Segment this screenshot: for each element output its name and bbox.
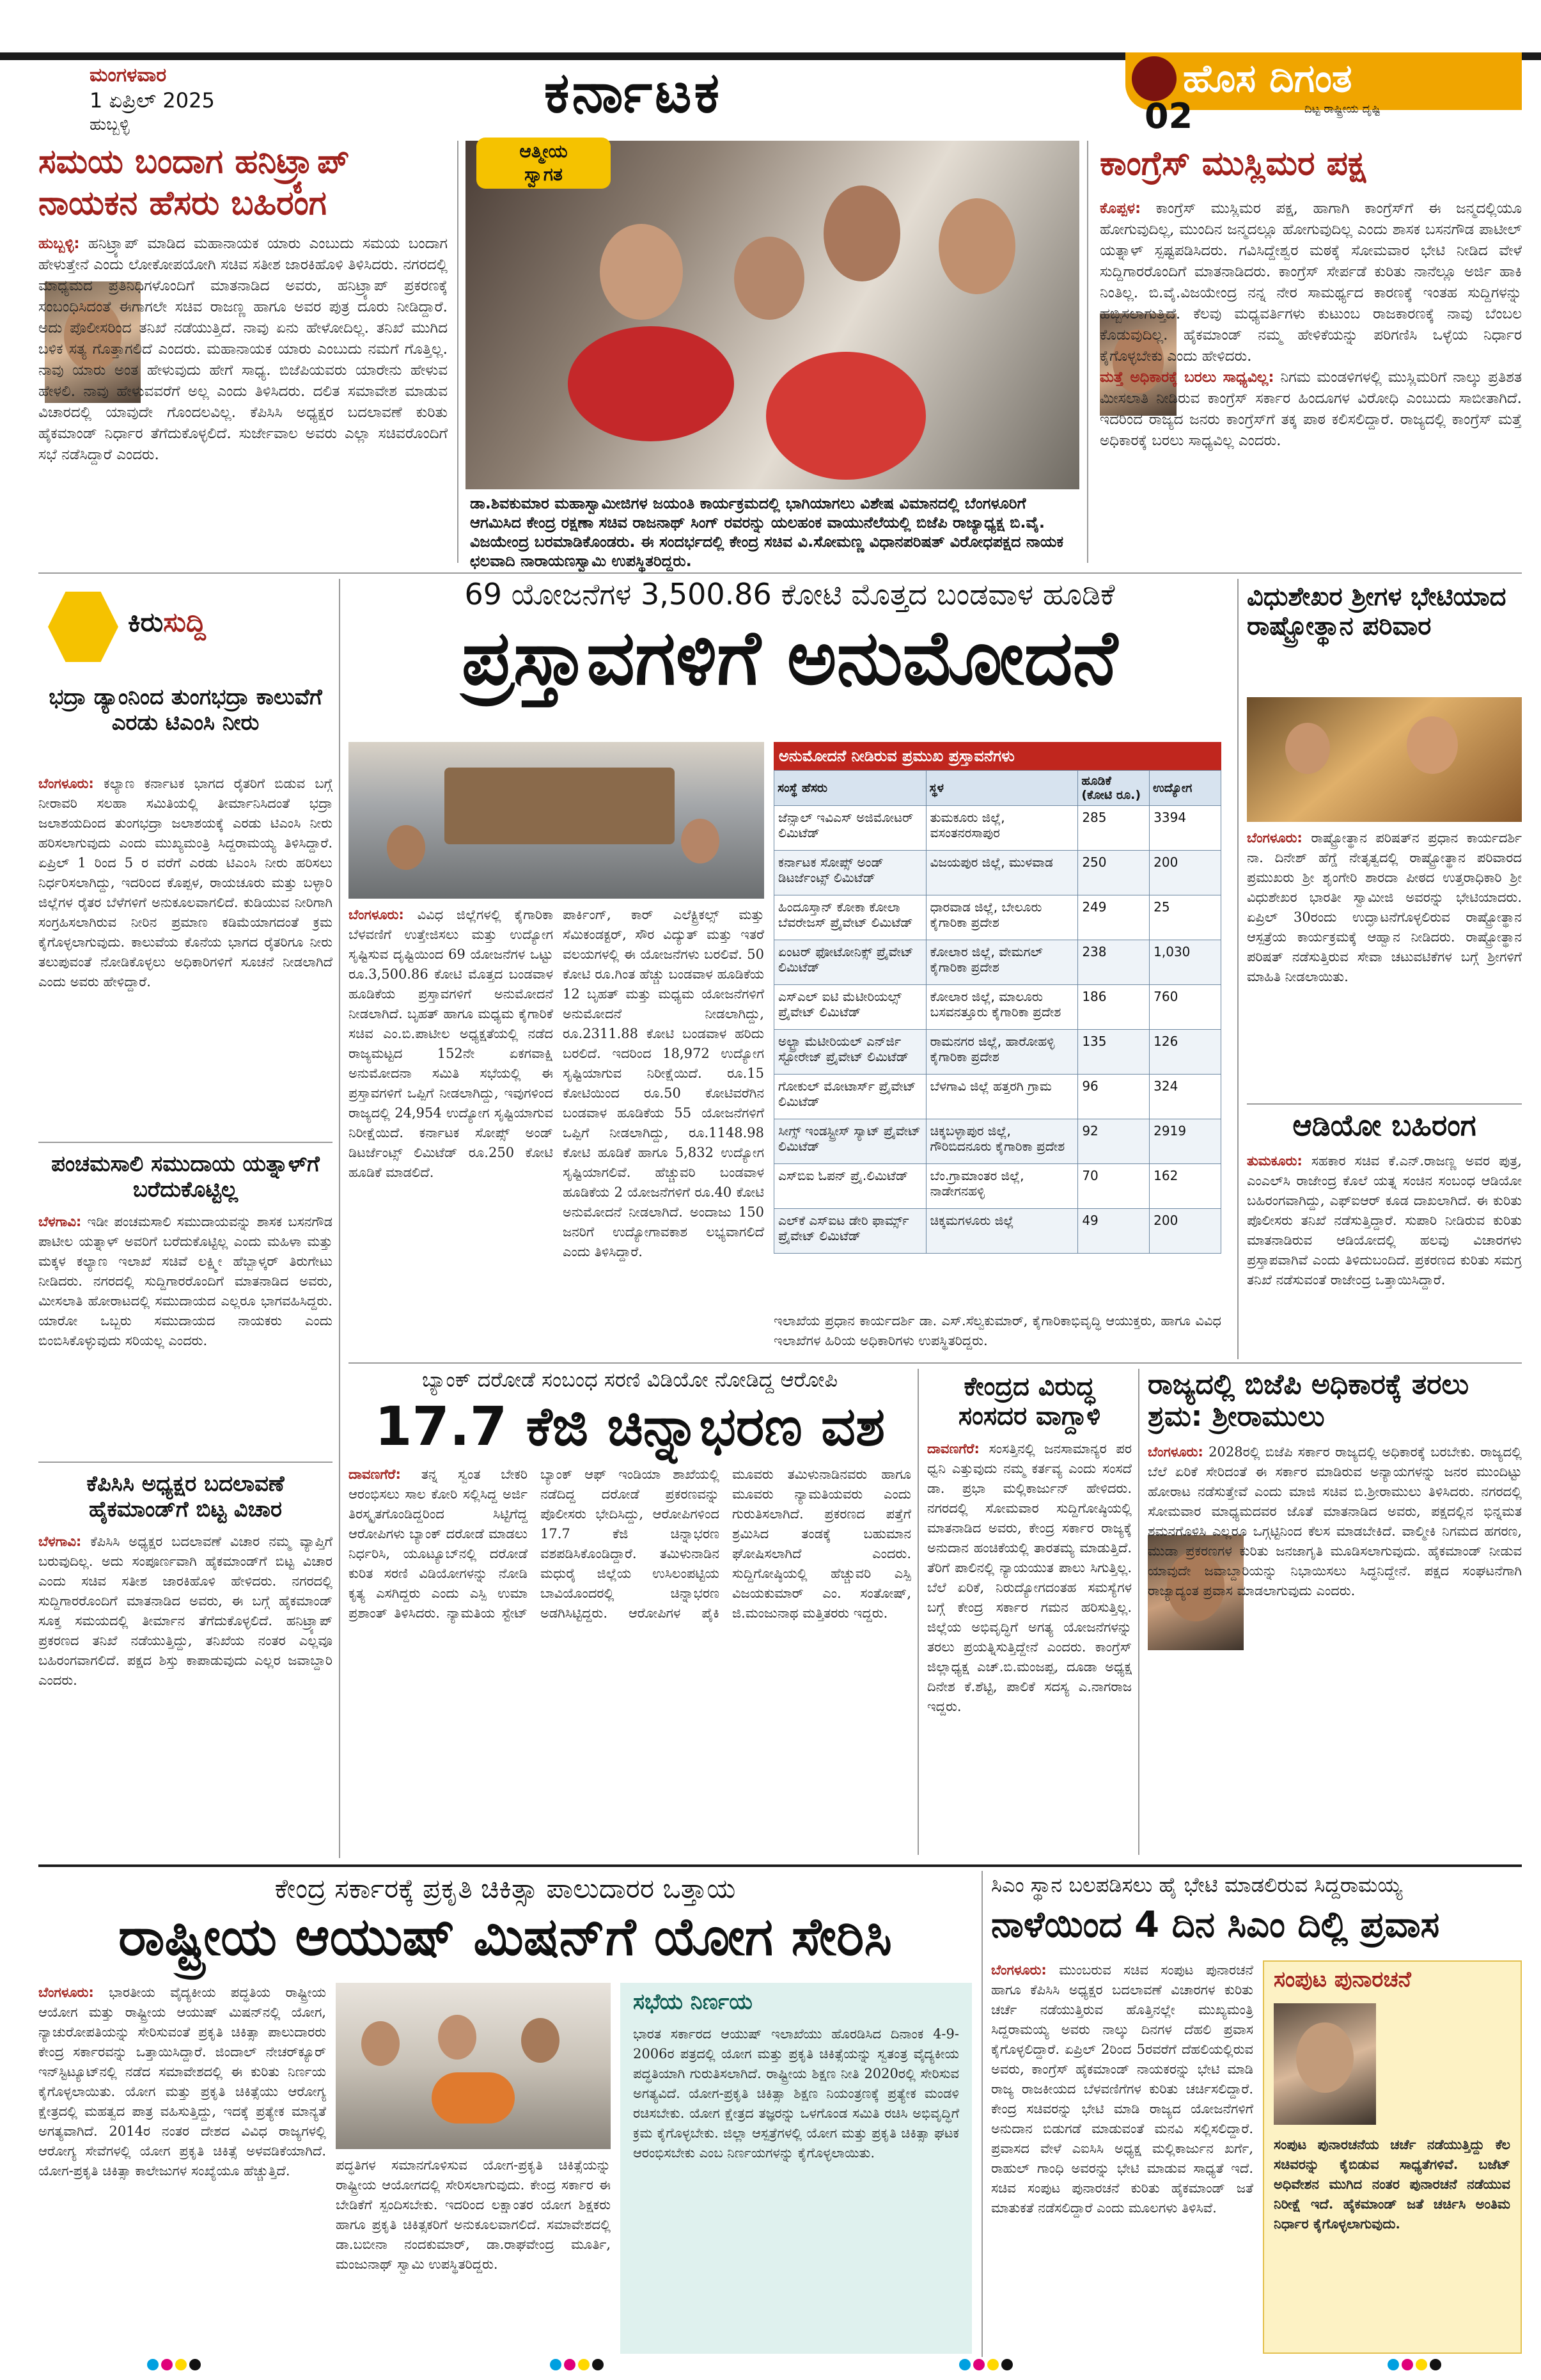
kirusuddi-label-1: ಕಿರು bbox=[128, 606, 164, 638]
table-cell: 96 bbox=[1078, 1075, 1150, 1119]
gold-dateline: ದಾವಣಗೆರೆ: bbox=[348, 1467, 401, 1482]
table-cell: 285 bbox=[1078, 806, 1150, 851]
table-cell: 25 bbox=[1150, 895, 1221, 940]
cabinet-box bbox=[1263, 1960, 1522, 2354]
cabinet-body: ಸಂಪುಟ ಪುನಾರಚನೆಯ ಚರ್ಚೆ ನಡೆಯುತ್ತಿದ್ದು ಕೆಲ ಸಚಿವರನ್ನು ಕೈಬಿಡುವ ಸಾಧ್ಯತೆಗಳಿವೆ. ಬಜೆಟ್ ಅಧಿವೇಶನ ಮುಗಿದ ನಂತರ ಪುನಾರಚನೆ ನಡೆಯುವ ನಿರೀಕ್ಷೆ ಇದೆ. ಹೈಕಮಾಂಡ್ ಜತೆ ಚರ್ಚಿಸಿ ಅಂತಿಮ ನಿರ್ಧಾರ ಕೈಗೊಳ್ಳಲಾಗುವುದು. bbox=[1274, 2136, 1510, 2232]
page-number: 02 bbox=[1145, 96, 1193, 136]
cm-headline: ನಾಳೆಯಿಂದ 4 ದಿನ ಸಿಎಂ ದಿಲ್ಲಿ ಪ್ರವಾಸ bbox=[991, 1904, 1440, 1946]
table-cell: ರಾಮನಗರ ಜಿಲ್ಲೆ, ಹಾರೋಹಳ್ಳಿ ಕೈಗಾರಿಕಾ ಪ್ರದೇಶ bbox=[926, 1030, 1078, 1075]
table-cell: 186 bbox=[1078, 985, 1150, 1030]
lead-body-tail: ಇಲಾಖೆಯ ಪ್ರಧಾನ ಕಾರ್ಯದರ್ಶಿ ಡಾ. ಎಸ್.ಸೆಲ್ವಕುಮಾರ್, ಕೈಗಾರಿಕಾಭಿವೃದ್ಧಿ ಆಯುಕ್ತರು, ಹಾಗೂ ವಿವಿಧ ಇಲಾಖೆಗಳ ಹಿರಿಯ ಅಧಿಕಾರಿಗಳು ಉಪಸ್ಥಿತರಿದ್ದರು. bbox=[774, 1313, 1221, 1348]
lead-dateline: ಬೆಂಗಳೂರು: bbox=[348, 907, 404, 922]
table-row bbox=[774, 895, 1221, 940]
kpcc-body bbox=[38, 1532, 332, 1852]
brief-divider bbox=[1247, 1103, 1522, 1105]
resolution-body: ಭಾರತ ಸರ್ಕಾರದ ಆಯುಷ್ ಇಲಾಖೆಯು ಹೊರಡಿಸಿದ ದಿನಾಂಕ 4-9-2006ರ ಪತ್ರದಲ್ಲಿ ಯೋಗ ಮತ್ತು ಪ್ರಕೃತಿ ಚಿಕಿತ್ಸೆಯನ್ನು ಸ್ವತಂತ್ರ ವೈದ್ಯಕೀಯ ಪದ್ಧತಿಯಾಗಿ ಗುರುತಿಸಲಾಗಿದೆ. ರಾಷ್ಟ್ರೀಯ ಶಿಕ್ಷಣ ನೀತಿ 2020ರಲ್ಲಿ ಸೇರಿಸುವ ಅಗತ್ಯವಿದೆ. ಯೋಗ-ಪ್ರಕೃತಿ ಚಿಕಿತ್ಸಾ ಶಿಕ್ಷಣ ನಿಯಂತ್ರಣಕ್ಕೆ ಪ್ರತ್ಯೇಕ ಮಂಡಳಿ ರಚಿಸಬೇಕು. ಯೋಗ ಕ್ಷೇತ್ರದ ತಜ್ಞರನ್ನು ಒಳಗೊಂಡ ಸಮಿತಿ ರಚಿಸಿ ಅಭಿವೃದ್ಧಿಗೆ ಕ್ರಮ ಕೈಗೊಳ್ಳಬೇಕು. ಜಿಲ್ಲಾ ಆಸ್ಪತ್ರೆಗಳಲ್ಲಿ ಯೋಗ ಮತ್ತು ಪ್ರಕೃತಿ ಚಿಕಿತ್ಸಾ ಘಟಕ ಆರಂಭಿಸಬೇಕು ಎಂಬ ನಿರ್ಣಯಗಳನ್ನು ಕೈಗೊಳ್ಳಲಾಯಿತು. bbox=[633, 2026, 959, 2161]
congress-text-2: ನಿಗಮ ಮಂಡಳಿಗಳಲ್ಲಿ ಮುಸ್ಲಿಮರಿಗೆ ನಾಲ್ಕು ಪ್ರತಿಶತ ಮೀಸಲಾತಿ ನೀಡಿರುವ ಕಾಂಗ್ರೆಸ್ ಸರ್ಕಾರ ಹಿಂದೂಗಳ ವಿರೋಧಿ ಎಂಬುದು ಸಾಬೀತಾಗಿದೆ. ಇದರಿಂದ ರಾಜ್ಯದ ಜನರು ಕಾಂಗ್ರೆಸ್‌ಗೆ ತಕ್ಕ ಪಾಠ ಕಲಿಸಲಿದ್ದಾರೆ. ರಾಜ್ಯದಲ್ಲಿ ಕಾಂಗ್ರೆಸ್ ಮತ್ತೆ ಅಧಿಕಾರಕ್ಕೆ ಬರಲು ಸಾಧ್ಯವಿಲ್ಲ ಎಂದರು. bbox=[1100, 369, 1522, 449]
column-divider bbox=[1138, 1369, 1139, 1855]
sriramulu-dateline: ಬೆಂಗಳೂರು: bbox=[1148, 1444, 1203, 1460]
mps-headline: ಕೇಂದ್ರದ ವಿರುದ್ಧ ಸಂಸದರ ವಾಗ್ದಾಳಿ bbox=[958, 1372, 1101, 1431]
table-header-row bbox=[774, 771, 1221, 806]
table-cell: 3394 bbox=[1150, 806, 1221, 851]
cm-dateline: ಬೆಂಗಳೂರು: bbox=[991, 1962, 1047, 1978]
table-cell: 238 bbox=[1078, 940, 1150, 985]
congress-headline: ಕಾಂಗ್ರೆಸ್ ಮುಸ್ಲಿಮರ ಪಕ್ಷ bbox=[1100, 145, 1366, 183]
column-divider bbox=[1237, 579, 1239, 1359]
table-row bbox=[774, 1075, 1221, 1119]
table-cell: 249 bbox=[1078, 895, 1150, 940]
cm-text: ಮುಂಬರುವ ಸಚಿವ ಸಂಪುಟ ಪುನಾರಚನೆ ಹಾಗೂ ಕೆಪಿಸಿಸಿ ಅಧ್ಯಕ್ಷರ ಬದಲಾವಣೆ ವಿಚಾರಗಳ ಕುರಿತು ಚರ್ಚೆ ನಡೆಯುತ್ತಿರುವ ಹೊತ್ತಿನಲ್ಲೇ ಮುಖ್ಯಮಂತ್ರಿ ಸಿದ್ದರಾಮಯ್ಯ ಅವರು ನಾಲ್ಕು ದಿನಗಳ ದೆಹಲಿ ಪ್ರವಾಸ ಕೈಗೊಳ್ಳಲಿದ್ದಾರೆ. ಏಪ್ರಿಲ್ 2ರಿಂದ 5ರವರೆಗೆ ದೆಹಲಿಯಲ್ಲಿರುವ ಅವರು, ಕಾಂಗ್ರೆಸ್ ಹೈಕಮಾಂಡ್ ನಾಯಕರನ್ನು ಭೇಟಿ ಮಾಡಿ ರಾಜ್ಯ ರಾಜಕೀಯದ ಬೆಳವಣಿಗೆಗಳ ಕುರಿತು ಚರ್ಚಿಸಲಿದ್ದಾರೆ. ಕೇಂದ್ರ ಸಚಿವರನ್ನು ಭೇಟಿ ಮಾಡಿ ರಾಜ್ಯದ ಯೋಜನೆಗಳಿಗೆ ಅನುದಾನ ಬಿಡುಗಡೆ ಮಾಡುವಂತೆ ಮನವಿ ಸಲ್ಲಿಸಲಿದ್ದಾರೆ. ಪ್ರವಾಸದ ವೇಳೆ ಎಐಸಿಸಿ ಅಧ್ಯಕ್ಷ ಮಲ್ಲಿಕಾರ್ಜುನ ಖರ್ಗೆ, ರಾಹುಲ್ ಗಾಂಧಿ ಅವರನ್ನು ಭೇಟಿ ಮಾಡುವ ಸಾಧ್ಯತೆ ಇದೆ. ಸಚಿವ ಸಂಪುಟ ಪುನಾರಚನೆ ಕುರಿತು ಹೈಕಮಾಂಡ್ ಜತೆ ಮಾತುಕತೆ ನಡೆಸಲಿದ್ದಾರೆ ಎಂದು ಮೂಲಗಳು ತಿಳಿಸಿವೆ. bbox=[991, 1962, 1253, 2216]
honeytrap-headline-line-1: ಸಮಯ ಬಂದಾಗ ಹನಿಟ್ರ್ಯಾಪ್ bbox=[38, 143, 350, 181]
masthead-city: ಹುಬ್ಬಳ್ಳಿ bbox=[90, 115, 130, 134]
ayush-photo bbox=[336, 1983, 611, 2149]
table-cell: 324 bbox=[1150, 1075, 1221, 1119]
honeytrap-text: ಹನಿಟ್ರ್ಯಾಪ್ ಮಾಡಿದ ಮಹಾನಾಯಕ ಯಾರು ಎಂಬುದು ಸಮಯ ಬಂದಾಗ ಹೇಳುತ್ತೇನೆ ಎಂದು ಲೋಕೋಪಯೋಗಿ ಸಚಿವ ಸತೀಶ ಜಾರಕಿಹೊಳಿ ತಿಳಿಸಿದರು. ನಗರದಲ್ಲಿ ಮಾಧ್ಯಮದ ಪ್ರತಿನಿಧಿಗಳೊಂದಿಗೆ ಮಾತನಾಡಿದ ಅವರು, ಹನಿಟ್ರ್ಯಾಪ್ ಪ್ರಕರಣಕ್ಕೆ ಸಂಬಂಧಿಸಿದಂತೆ ಈಗಾಗಲೇ ಸಚಿವ ರಾಜಣ್ಣ ಹಾಗೂ ಅವರ ಪುತ್ರ ದೂರು ನೀಡಿದ್ದಾರೆ. ಅದು ಪೊಲೀಸರಿಂದ ತನಿಖೆ ನಡೆಯುತ್ತಿದೆ. ನಾವು ಏನು ಹೇಳೋದಿಲ್ಲ. ತನಿಖೆ ಮುಗಿದ ಬಳಿಕ ಸತ್ಯ ಗೊತ್ತಾಗಲಿದೆ ಎಂದರು. ಮಹಾನಾಯಕ ಯಾರು ಎಂಬುದು ನಮಗೆ ಗೊತ್ತಿಲ್ಲ. ನಾವು ಯಾರು ಅಂತ ಹೇಳುವುದು ಹೇಗೆ ಸಾಧ್ಯ. ಬಿಜೆಪಿಯವರು ಯಾರೇನು ಹೇಳುವ ಹೇಳಲಿ. ನಾವು ಹೇಳುವವರೆಗೆ ಅಲ್ಲ ಎಂದು ತಿಳಿಸಿದರು. ದಲಿತ ಸಮಾವೇಶ ಮಾಡುವ ವಿಚಾರದಲ್ಲಿ ಯಾವುದೇ ಗೊಂದಲವಿಲ್ಲ. ಕೆಪಿಸಿಸಿ ಅಧ್ಯಕ್ಷರ ಬದಲಾವಣೆ ಕುರಿತು ಹೈಕಮಾಂಡ್ ನಿರ್ಧಾರ ತೆಗೆದುಕೊಳ್ಳಲಿದೆ. ಸುರ್ಜೇವಾಲ ಅವರು ಎಲ್ಲಾ ಸಚಿವರೊಂದಿಗೆ ಸಭೆ ನಡೆಸಿದ್ದಾರೆ ಎಂದರು. bbox=[38, 235, 448, 463]
bhadra-body bbox=[38, 774, 332, 1132]
table-cell: 162 bbox=[1150, 1164, 1221, 1209]
table-row bbox=[774, 985, 1221, 1030]
panchamasali-text: ಇಡೀ ಪಂಚಮಸಾಲಿ ಸಮುದಾಯವನ್ನು ಶಾಸಕ ಬಸನಗೌಡ ಪಾಟೀಲ ಯತ್ನಾಳ್ ಅವರಿಗೆ ಬರೆದುಕೊಟ್ಟಿಲ್ಲ ಎಂದು ಮಹಿಳಾ ಮತ್ತು ಮಕ್ಕಳ ಕಲ್ಯಾಣ ಇಲಾಖೆ ಸಚಿವೆ ಲಕ್ಷ್ಮೀ ಹೆಬ್ಬಾಳ್ಕರ್ ತಿರುಗೇಟು ನೀಡಿದರು. ನಗರದಲ್ಲಿ ಸುದ್ದಿಗಾರರೊಂದಿಗೆ ಮಾತನಾಡಿದ ಅವರು, ಮೀಸಲಾತಿ ಹೋರಾಟದಲ್ಲಿ ಸಮುದಾಯದ ಎಲ್ಲರೂ ಭಾಗವಹಿಸಿದ್ದರು. ಯಾರೋ ಒಬ್ಬರು ಸಮುದಾಯದ ನಾಯಕರು ಎಂದು ಬಿಂಬಿಸಿಕೊಳ್ಳುವುದು ಸರಿಯಲ್ಲ ಎಂದರು. bbox=[38, 1214, 332, 1348]
gold-headline: 17.7 ಕೆಜಿ ಚಿನ್ನಾಭರಣ ವಶ bbox=[374, 1395, 886, 1458]
sriramulu-body bbox=[1148, 1442, 1522, 1852]
lead-text-1: ವಿವಿಧ ಜಿಲ್ಲೆಗಳಲ್ಲಿ ಕೈಗಾರಿಕಾ ಬೆಳವಣಿಗೆ ಉತ್ತೇಜಿಸಲು ಮತ್ತು ಉದ್ಯೋಗ ಸೃಷ್ಟಿಸುವ ದೃಷ್ಟಿಯಿಂದ 69 ಯೋಜನೆಗಳ ಒಟ್ಟು ರೂ.3,500.86 ಕೋಟಿ ಮೊತ್ತದ ಬಂಡವಾಳ ಹೂಡಿಕೆಯ ಪ್ರಸ್ತಾವಗಳಿಗೆ ಅನುಮೋದನೆ ನೀಡಲಾಗಿದೆ. ಬೃಹತ್ ಹಾಗೂ ಮಧ್ಯಮ ಕೈಗಾರಿಕೆ ಸಚಿವ ಎಂ.ಬಿ.ಪಾಟೀಲ ಅಧ್ಯಕ್ಷತೆಯಲ್ಲಿ ನಡೆದ ರಾಜ್ಯಮಟ್ಟದ 152ನೇ ಏಕಗವಾಕ್ಷಿ ಅನುಮೋದನಾ ಸಮಿತಿ ಸಭೆಯಲ್ಲಿ ಈ ಪ್ರಸ್ತಾವಗಳಿಗೆ ಒಪ್ಪಿಗೆ ನೀಡಲಾಗಿದ್ದು, ಇವುಗಳಿಂದ ರಾಜ್ಯದಲ್ಲಿ 24,954 ಉದ್ಯೋಗ ಸೃಷ್ಟಿಯಾಗುವ ನಿರೀಕ್ಷೆಯಿದೆ. ಕರ್ನಾಟಕ ಸೋಪ್ಸ್ ಅಂಡ್ ಡಿಟರ್ಜೆಂಟ್ಸ್ ಲಿಮಿಟೆಡ್ ರೂ.250 ಕೋಟಿ ಹೂಡಿಕೆ ಮಾಡಲಿದೆ. bbox=[348, 907, 553, 1180]
table-header-cell: ಸ್ಥಳ bbox=[926, 771, 1078, 806]
cm-kicker: ಸಿಎಂ ಸ್ಥಾನ ಬಲಪಡಿಸಲು ಹೈ ಭೇಟಿ ಮಾಡಲಿರುವ ಸಿದ್ದರಾಮಯ್ಯ bbox=[991, 1873, 1403, 1897]
kpcc-text: ಕೆಪಿಸಿಸಿ ಅಧ್ಯಕ್ಷರ ಬದಲಾವಣೆ ವಿಚಾರ ನಮ್ಮ ವ್ಯಾಪ್ತಿಗೆ ಬರುವುದಿಲ್ಲ. ಅದು ಸಂಪೂರ್ಣವಾಗಿ ಹೈಕಮಾಂಡ್‌ಗೆ ಬಿಟ್ಟ ವಿಚಾರ ಎಂದು ಸಚಿವ ಸತೀಶ ಜಾರಕಿಹೊಳಿ ಹೇಳಿದರು. ನಗರದಲ್ಲಿ ಸುದ್ದಿಗಾರರೊಂದಿಗೆ ಮಾತನಾಡಿದ ಅವರು, ಈ ಬಗ್ಗೆ ಹೈಕಮಾಂಡ್ ಸೂಕ್ತ ಸಮಯದಲ್ಲಿ ತೀರ್ಮಾನ ತೆಗೆದುಕೊಳ್ಳಲಿದೆ. ಹನಿಟ್ರ್ಯಾಪ್ ಪ್ರಕರಣದ ತನಿಖೆ ನಡೆಯುತ್ತಿದ್ದು, ತನಿಖೆಯ ನಂತರ ಎಲ್ಲವೂ ಬಹಿರಂಗವಾಗಲಿದೆ. ಪಕ್ಷದ ಶಿಸ್ತು ಕಾಪಾಡುವುದು ಎಲ್ಲರ ಜವಾಬ್ದಾರಿ ಎಂದರು. bbox=[38, 1534, 332, 1688]
ayush-headline: ರಾಷ್ಟ್ರೀಯ ಆಯುಷ್ ಮಿಷನ್‌ಗೆ ಯೋಗ ಸೇರಿಸಿ bbox=[118, 1907, 892, 1967]
table-row bbox=[774, 851, 1221, 895]
rajnath-tag bbox=[476, 138, 611, 189]
gold-text: ತನ್ನ ಸ್ವಂತ ಬೇಕರಿ ಆರಂಭಿಸಲು ಸಾಲ ಕೋರಿ ಸಲ್ಲಿಸಿದ್ದ ಅರ್ಜಿ ತಿರಸ್ಕೃತಗೊಂಡಿದ್ದರಿಂದ ಸಿಟ್ಟಿಗೆದ್ದ ಆರೋಪಿಗಳು ಬ್ಯಾಂಕ್ ದರೋಡೆ ಮಾಡಲು ನಿರ್ಧರಿಸಿ, ಯೂಟ್ಯೂಬ್‌ನಲ್ಲಿ ದರೋಡೆ ಕುರಿತ ಸರಣಿ ವಿಡಿಯೋಗಳನ್ನು ನೋಡಿ ಕೃತ್ಯ ಎಸಗಿದ್ದರು ಎಂದು ಎಸ್ಪಿ ಉಮಾ ಪ್ರಶಾಂತ್ ತಿಳಿಸಿದರು. ನ್ಯಾಮತಿಯ ಸ್ಟೇಟ್ ಬ್ಯಾಂಕ್ ಆಫ್ ಇಂಡಿಯಾ ಶಾಖೆಯಲ್ಲಿ ನಡೆದಿದ್ದ ದರೋಡೆ ಪ್ರಕರಣವನ್ನು ಪೊಲೀಸರು ಭೇದಿಸಿದ್ದು, ಆರೋಪಿಗಳಿಂದ 17.7 ಕೆಜಿ ಚಿನ್ನಾಭರಣ ವಶಪಡಿಸಿಕೊಂಡಿದ್ದಾರೆ. ತಮಿಳುನಾಡಿನ ಮಧುರೈ ಜಿಲ್ಲೆಯ ಉಸಿಲಂಪಟ್ಟಿಯ ಬಾವಿಯೊಂದರಲ್ಲಿ ಚಿನ್ನಾಭರಣ ಅಡಗಿಸಿಟ್ಟಿದ್ದರು. ಆರೋಪಿಗಳ ಪೈಕಿ ಮೂವರು ತಮಿಳುನಾಡಿನವರು ಹಾಗೂ ಮೂವರು ನ್ಯಾಮತಿಯವರು ಎಂದು ಗುರುತಿಸಲಾಗಿದೆ. ಪ್ರಕರಣದ ಪತ್ತೆಗೆ ಶ್ರಮಿಸಿದ ತಂಡಕ್ಕೆ ಬಹುಮಾನ ಘೋಷಿಸಲಾಗಿದೆ ಎಂದರು. ಸುದ್ದಿಗೋಷ್ಠಿಯಲ್ಲಿ ಹೆಚ್ಚುವರಿ ಎಸ್ಪಿ ವಿಜಯಕುಮಾರ್ ಎಂ. ಸಂತೋಷ್, ಜಿ.ಮಂಜುನಾಥ ಮತ್ತಿತರರು ಇದ್ದರು. bbox=[348, 1467, 911, 1621]
table-cell: 70 bbox=[1078, 1164, 1150, 1209]
table-cell: 200 bbox=[1150, 851, 1221, 895]
table-row bbox=[774, 1119, 1221, 1164]
row-divider bbox=[348, 1362, 1522, 1364]
table-row bbox=[774, 1164, 1221, 1209]
table-cell: ಹಿಂದೂಸ್ತಾನ್ ಕೋಕಾ ಕೋಲಾ ಬೆವರೇಜಸ್ ಪ್ರೈವೇಟ್ ಲಿಮಿಟೆಡ್ bbox=[774, 895, 927, 940]
table-cell: 250 bbox=[1078, 851, 1150, 895]
row-divider bbox=[38, 1864, 1522, 1867]
table-cell: ಏಂಟರ್ ಫೋಟೋನಿಕ್ಸ್ ಪ್ರೈವೇಟ್ ಲಿಮಿಟೆಡ್ bbox=[774, 940, 927, 985]
cm-body bbox=[991, 1960, 1253, 2354]
masthead-date: 1 ಏಪ್ರಿಲ್ 2025 bbox=[90, 88, 215, 113]
rajnath-tag-line-1: ಆತ್ಮೀಯ bbox=[519, 141, 568, 162]
ayush-body-2: ಪದ್ಧತಿಗಳ ಸಮಾನಗೊಳಿಸುವ ಯೋಗ-ಪ್ರಕೃತಿ ಚಿಕಿತ್ಸೆಯನ್ನು ರಾಷ್ಟ್ರೀಯ ಆಯೋಗದಲ್ಲಿ ಸೇರಿಸಲಾಗುವುದು. ಕೇಂದ್ರ ಸರ್ಕಾರ ಈ ಬೇಡಿಕೆಗೆ ಸ್ಪಂದಿಸಬೇಕು. ಇದರಿಂದ ಲಕ್ಷಾಂತರ ಯೋಗ ಶಿಕ್ಷಕರು ಹಾಗೂ ಪ್ರಕೃತಿ ಚಿಕಿತ್ಸಕರಿಗೆ ಅನುಕೂಲವಾಗಲಿದೆ. ಸಮಾವೇಶದಲ್ಲಿ ಡಾ.ಬಬೀನಾ ನಂದಕುಮಾರ್, ಡಾ.ರಾಘವೇಂದ್ರ ಮೂರ್ತಿ, ಮಂಜುನಾಥ್ ಸ್ವಾಮಿ ಉಪಸ್ಥಿತರಿದ್ದರು. bbox=[336, 2157, 611, 2272]
column-divider bbox=[339, 579, 340, 1858]
table-cell: ಅಲ್ಟ್ರಾ ಮೆಟೀರಿಯಲ್ ಎನ್‌ರ್ಜಿ ಸ್ಟೋರೇಜ್ ಪ್ರೈವೇಟ್ ಲಿಮಿಟೆಡ್ bbox=[774, 1030, 927, 1075]
column-divider bbox=[457, 141, 458, 563]
table-cell: ಬೆಳಗಾವಿ ಜಿಲ್ಲೆ ಹತ್ತರಗಿ ಗ್ರಾಮ bbox=[926, 1075, 1078, 1119]
table-cell: 92 bbox=[1078, 1119, 1150, 1164]
lead-meeting-photo bbox=[348, 742, 764, 899]
rajnath-photo bbox=[465, 141, 1079, 489]
gold-kicker: ಬ್ಯಾಂಕ್ ದರೋಡೆ ಸಂಬಂಧ ಸರಣಿ ವಿಡಿಯೋ ನೋಡಿದ್ದ ಆರೋಪಿ bbox=[421, 1367, 838, 1392]
brief-divider bbox=[38, 1142, 332, 1143]
table-cell: ಎಸ್‌ಎಲ್ ಐಟಿ ಮೆಟೀರಿಯಲ್ಸ್ ಪ್ರೈವೇಟ್ ಲಿಮಿಟೆಡ್ bbox=[774, 985, 927, 1030]
kirusuddi-hand-icon bbox=[48, 592, 118, 662]
resolution-title: ಸಭೆಯ ನಿರ್ಣಯ bbox=[633, 1989, 753, 2015]
mps-dateline: ದಾವಣಗೆರೆ: bbox=[927, 1441, 980, 1456]
vidhushekhara-dateline: ಬೆಂಗಳೂರು: bbox=[1247, 830, 1302, 846]
table-cell: 200 bbox=[1150, 1209, 1221, 1254]
table-cell: ಚಿಕ್ಕಮಗಳೂರು ಜಿಲ್ಲೆ bbox=[926, 1209, 1078, 1254]
audio-headline: ಆಡಿಯೋ ಬಹಿರಂಗ bbox=[1292, 1108, 1476, 1142]
cabinet-portrait bbox=[1274, 2003, 1376, 2125]
panchamasali-headline: ಪಂಚಮಸಾಲಿ ಸಮುದಾಯ ಯತ್ನಾಳ್‌ಗೆ ಬರೆದುಕೊಟ್ಟಿಲ್ಲ bbox=[51, 1151, 320, 1202]
lead-body-col-2: ಪಾರ್ಕಿಂಗ್, ಕಾರ್ ಎಲೆಕ್ಟ್ರಿಕಲ್ಸ್ ಮತ್ತು ಸೆಮಿಕಂಡಕ್ಟರ್, ಸೌರ ವಿದ್ಯುತ್ ಮತ್ತು ಇತರೆ ವಲಯಗಳಲ್ಲಿ ಈ ಯೋಜನೆಗಳು ಬರಲಿವೆ. 50 ಕೋಟಿ ರೂ.ಗಿಂತ ಹೆಚ್ಚು ಬಂಡವಾಳ ಹೂಡಿಕೆಯ 12 ಬೃಹತ್ ಮತ್ತು ಮಧ್ಯಮ ಯೋಜನೆಗಳಿಗೆ ಅನುಮೋದನೆ ನೀಡಲಾಗಿದ್ದು, ರೂ.2311.88 ಕೋಟಿ ಬಂಡವಾಳ ಹರಿದು ಬರಲಿದೆ. ಇದರಿಂದ 18,972 ಉದ್ಯೋಗ ಸೃಷ್ಟಿಯಾಗುವ ನಿರೀಕ್ಷೆಯಿದೆ. ರೂ.15 ಕೋಟಿಯಿಂದ ರೂ.50 ಕೋಟಿವರೆಗಿನ ಬಂಡವಾಳ ಹೂಡಿಕೆಯ 55 ಯೋಜನೆಗಳಿಗೆ ಒಪ್ಪಿಗೆ ನೀಡಲಾಗಿದ್ದು, ರೂ.1148.98 ಕೋಟಿ ಹೂಡಿಕೆ ಹಾಗೂ 5,832 ಉದ್ಯೋಗ ಸೃಷ್ಟಿಯಾಗಲಿವೆ. ಹೆಚ್ಚುವರಿ ಬಂಡವಾಳ ಹೂಡಿಕೆಯ 2 ಯೋಜನೆಗಳಿಗೆ ರೂ.40 ಕೋಟಿ ಅನುಮೋದನೆ ನೀಡಲಾಗಿದೆ. ಅಂದಾಜು 150 ಜನರಿಗೆ ಉದ್ಯೋಗಾವಕಾಶ ಲಭ್ಯವಾಗಲಿದೆ ಎಂದು ತಿಳಿಸಿದ್ದಾರೆ. bbox=[563, 907, 764, 1259]
table-cell: ಬೆಂ.ಗ್ರಾಮಾಂತರ ಜಿಲ್ಲೆ, ನಾಡೇಗನಹಳ್ಳಿ bbox=[926, 1164, 1078, 1209]
registration-marks bbox=[959, 2359, 1015, 2373]
column-divider bbox=[1087, 141, 1088, 563]
brand-tagline: ದಿಟ್ಟ ರಾಷ್ಟ್ರೀಯ ದೃಷ್ಟಿ bbox=[1304, 102, 1381, 116]
congress-text: ಕಾಂಗ್ರೆಸ್ ಮುಸ್ಲಿಮರ ಪಕ್ಷ, ಹಾಗಾಗಿ ಕಾಂಗ್ರೆಸ್‌ಗೆ ಈ ಜನ್ಮದಲ್ಲಿಯೂ ಹೋಗುವುದಿಲ್ಲ, ಮುಂದಿನ ಜನ್ಮದಲ್ಲೂ ಹೋಗುವುದಿಲ್ಲ ಎಂದು ಶಾಸಕ ಬಸನಗೌಡ ಪಾಟೀಲ್ ಯತ್ನಾಳ್ ಸ್ಪಷ್ಟಪಡಿಸಿದರು. ಗವಿಸಿದ್ದೇಶ್ವರ ಮಠಕ್ಕೆ ಸೋಮವಾರ ಭೇಟಿ ನೀಡಿದ ವೇಳೆ ಸುದ್ದಿಗಾರರೊಂದಿಗೆ ಮಾತನಾಡಿದರು. ಕಾಂಗ್ರೆಸ್ ಸೇರ್ಪಡೆ ಕುರಿತು ನಾನೆಲ್ಲೂ ಅರ್ಜಿ ಹಾಕಿ ನಿಂತಿಲ್ಲ. ಬಿ.ವೈ.ವಿಜಯೇಂದ್ರ ನನ್ನ ನೇರ ಸಾಮರ್ಥ್ಯದ ಕಾರಣಕ್ಕೆ ಇಂತಹ ಸುದ್ದಿಗಳನ್ನು ಹಬ್ಬಿಸಲಾಗುತ್ತಿದೆ. ಕೆಲವು ಮಧ್ಯವರ್ತಿಗಳು ಕುಟುಂಬ ರಾಜಕಾರಣಕ್ಕೆ ನಾವು ಬೆಂಬಲ ಕೊಡುವುದಿಲ್ಲ. ಹೈಕಮಾಂಡ್ ನಮ್ಮ ಹೇಳಿಕೆಯನ್ನು ಪರಿಗಣಿಸಿ ಒಳ್ಳೆಯ ನಿರ್ಧಾರ ಕೈಗೊಳ್ಳಬೇಕು ಎಂದು ಹೇಳಿದರು. bbox=[1100, 200, 1522, 365]
vidhushekhara-photo bbox=[1247, 697, 1522, 822]
kirusuddi-label bbox=[128, 608, 206, 636]
table-cell: ಎಲ್‌ಕೆ ಎಸ್‌ಐಟ ಡೇರಿ ಫಾರ್ಮ್ಸ್ ಪ್ರೈವೇಟ್ ಲಿಮಿಟೆಡ್ bbox=[774, 1209, 927, 1254]
table-cell: 760 bbox=[1150, 985, 1221, 1030]
kpcc-headline: ಕೆಪಿಸಿಸಿ ಅಧ್ಯಕ್ಷರ ಬದಲಾವಣೆ ಹೈಕಮಾಂಡ್‌ಗೆ ಬಿಟ್ಟ ವಿಚಾರ bbox=[86, 1471, 285, 1522]
bhadra-dateline: ಬೆಂಗಳೂರು: bbox=[38, 776, 94, 791]
sriramulu-headline: ರಾಜ್ಯದಲ್ಲಿ ಬಿಜೆಪಿ ಅಧಿಕಾರಕ್ಕೆ ತರಲು ಶ್ರಮ: ಶ್ರೀರಾಮುಲು bbox=[1148, 1368, 1469, 1433]
kirusuddi-label-2: ಸುದ್ದಿ bbox=[163, 606, 206, 638]
table-cell: ಗೋಕುಲ್ ಮೋಟಾರ್ಸ್ ಪ್ರೈವೇಟ್ ಲಿಮಿಟೆಡ್ bbox=[774, 1075, 927, 1119]
vidhushekhara-headline: ವಿಧುಶೇಖರ ಶ್ರೀಗಳ ಭೇಟಿಯಾದ ರಾಷ್ಟ್ರೋತ್ಥಾನ ಪರಿವಾರ bbox=[1247, 582, 1506, 641]
ayush-body bbox=[38, 1983, 326, 2354]
congress-dateline: ಕೊಪ್ಪಳ: bbox=[1100, 200, 1141, 217]
table-header-cell: ಉದ್ಯೋಗ bbox=[1150, 771, 1221, 806]
sriramulu-text: 2028ರಲ್ಲಿ ಬಿಜೆಪಿ ಸರ್ಕಾರ ರಾಜ್ಯದಲ್ಲಿ ಅಧಿಕಾರಕ್ಕೆ ಬರಬೇಕು. ರಾಜ್ಯದಲ್ಲಿ ಬೆಲೆ ಏರಿಕೆ ಸೇರಿದಂತೆ ಈ ಸರ್ಕಾರ ಮಾಡಿರುವ ಅನ್ಯಾಯಗಳನ್ನು ಜನರ ಮುಂದಿಟ್ಟು ಹೋರಾಟ ನಡೆಸುತ್ತೇವೆ ಎಂದು ಮಾಜಿ ಸಚಿವ ಬಿ.ಶ್ರೀರಾಮುಲು ತಿಳಿಸಿದರು. ನಗರದಲ್ಲಿ ಸೋಮವಾರ ಮಾಧ್ಯಮದವರ ಜೊತೆ ಮಾತನಾಡಿದ ಅವರು, ಪಕ್ಷದಲ್ಲಿನ ಭಿನ್ನಮತ ಶಮನಗೊಳಿಸಿ ಎಲ್ಲರೂ ಒಗ್ಗಟ್ಟಿನಿಂದ ಕೆಲಸ ಮಾಡಬೇಕಿದೆ. ವಾಲ್ಮೀಕಿ ನಿಗಮದ ಹಗರಣ, ಮುಡಾ ಪ್ರಕರಣಗಳ ಕುರಿತು ಜನಜಾಗೃತಿ ಮೂಡಿಸಲಾಗುವುದು. ಹೈಕಮಾಂಡ್ ನೀಡುವ ಯಾವುದೇ ಜವಾಬ್ದಾರಿಯನ್ನು ನಿಭಾಯಿಸಲು ಸಿದ್ಧನಿದ್ದೇನೆ. ಪಕ್ಷದ ಸಂಘಟನೆಗಾಗಿ ರಾಜ್ಯಾದ್ಯಂತ ಪ್ರವಾಸ ಮಾಡಲಾಗುವುದು ಎಂದರು. bbox=[1148, 1444, 1522, 1598]
masthead bbox=[0, 0, 1541, 138]
congress-body bbox=[1100, 198, 1522, 569]
table-cell: ಚಿಕ್ಕಬಳ್ಳಾಪುರ ಜಿಲ್ಲೆ, ಗೌರಿಬಿದನೂರು ಕೈಗಾರಿಕಾ ಪ್ರದೇಶ bbox=[926, 1119, 1078, 1164]
audio-text: ಸಹಕಾರ ಸಚಿವ ಕೆ.ಎನ್.ರಾಜಣ್ಣ ಅವರ ಪುತ್ರ, ಎಂಎಲ್‌ಸಿ ರಾಜೇಂದ್ರ ಕೊಲೆ ಯತ್ನ ಸಂಚಿನ ಸಂಬಂಧ ಆಡಿಯೋ ಬಹಿರಂಗವಾಗಿದ್ದು, ಎಫ್‌ಐಆರ್ ಕೂಡ ದಾಖಲಾಗಿದೆ. ಈ ಕುರಿತು ಪೊಲೀಸರು ತನಿಖೆ ನಡೆಸುತ್ತಿದ್ದಾರೆ. ಸುಪಾರಿ ನೀಡಿರುವ ಕುರಿತು ಮಾತನಾಡಿರುವ ಆಡಿಯೋದಲ್ಲಿ ಹಲವು ವಿಚಾರಗಳು ಪ್ರಸ್ತಾಪವಾಗಿವೆ ಎಂದು ತಿಳಿದುಬಂದಿದೆ. ಪ್ರಕರಣದ ಕುರಿತು ಸಮಗ್ರ ತನಿಖೆ ನಡೆಸುವಂತೆ ರಾಜೇಂದ್ರ ಒತ್ತಾಯಿಸಿದ್ದಾರೆ. bbox=[1247, 1153, 1522, 1288]
panchamasali-body bbox=[38, 1212, 332, 1455]
row-divider bbox=[38, 572, 1522, 574]
lead-body-col-1 bbox=[348, 905, 553, 1353]
lead-headline: ಪ್ರಸ್ತಾವಗಳಿಗೆ ಅನುಮೋದನೆ bbox=[462, 613, 1118, 702]
rajnath-caption: ಡಾ.ಶಿವಕುಮಾರ ಮಹಾಸ್ವಾಮೀಜಿಗಳ ಜಯಂತಿ ಕಾರ್ಯಕ್ರಮದಲ್ಲಿ ಭಾಗಿಯಾಗಲು ವಿಶೇಷ ವಿಮಾನದಲ್ಲಿ ಬೆಂಗಳೂರಿಗೆ ಆಗಮಿಸಿದ ಕೇಂದ್ರ ರಕ್ಷಣಾ ಸಚಿವ ರಾಜನಾಥ್ ಸಿಂಗ್ ರವರನ್ನು ಯಲಹಂಕ ವಾಯುನೆಲೆಯಲ್ಲಿ ಬಿಜೆಪಿ ರಾಜ್ಯಾಧ್ಯಕ್ಷ ಬಿ.ವೈ. ವಿಜಯೇಂದ್ರ ಬರಮಾಡಿಕೊಂಡರು. ಈ ಸಂದರ್ಭದಲ್ಲಿ ಕೇಂದ್ರ ಸಚಿವ ವಿ.ಸೋಮಣ್ಣ ವಿಧಾನಪರಿಷತ್ ವಿರೋಧಪಕ್ಷದ ನಾಯಕ ಛಲವಾದಿ ನಾರಾಯಣಸ್ವಾಮಿ ಉಪಸ್ಥಿತರಿದ್ದರು. bbox=[470, 494, 1064, 570]
audio-dateline: ತುಮಕೂರು: bbox=[1247, 1153, 1302, 1169]
brand-logo-icon bbox=[1132, 56, 1177, 101]
bhadra-text: ಕಲ್ಯಾಣ ಕರ್ನಾಟಕ ಭಾಗದ ರೈತರಿಗೆ ಬಿಡುವ ಬಗ್ಗೆ ನೀರಾವರಿ ಸಲಹಾ ಸಮಿತಿಯಲ್ಲಿ ತೀರ್ಮಾನಿಸಿದಂತೆ ಭದ್ರಾ ಜಲಾಶಯದಿಂದ ತುಂಗಭದ್ರಾ ಜಲಾಶಯಕ್ಕೆ ಎರಡು ಟಿಎಂಸಿ ನೀರು ಹರಿಸಲಾಗುವುದು ಎಂದು ಮುಖ್ಯಮಂತ್ರಿ ಸಿದ್ದರಾಮಯ್ಯ ತಿಳಿಸಿದ್ದಾರೆ. ಏಪ್ರಿಲ್ 1 ರಿಂದ 5 ರ ವರೆಗೆ ಎರಡು ಟಿಎಂಸಿ ನೀರು ಹರಿಸಲು ನಿರ್ಧರಿಸಲಾಗಿದ್ದು, ಇದರಿಂದ ಕೊಪ್ಪಳ, ರಾಯಚೂರು ಮತ್ತು ಬಳ್ಳಾರಿ ಜಿಲ್ಲೆಗಳ ರೈತರ ಬೆಳೆಗಳಿಗೆ ಅನುಕೂಲವಾಗಲಿದೆ. ಕುಡಿಯುವ ನೀರಿಗಾಗಿ ಸಂಗ್ರಹಿಸಲಾಗಿರುವ ನೀರಿನ ಪ್ರಮಾಣ ಕಡಿಮೆಯಾಗದಂತೆ ಕ್ರಮ ಕೈಗೊಳ್ಳಲಾಗುವುದು. ಕಾಲುವೆಯ ಕೊನೆಯ ಭಾಗದ ರೈತರಿಗೂ ನೀರು ತಲುಪುವಂತೆ ನೋಡಿಕೊಳ್ಳಲು ಅಧಿಕಾರಿಗಳಿಗೆ ಸೂಚನೆ ನೀಡಲಾಗಿದೆ ಎಂದು ಅವರು ಹೇಳಿದ್ದಾರೆ. bbox=[38, 776, 332, 989]
cabinet-title: ಸಂಪುಟ ಪುನಾರಚನೆ bbox=[1274, 1967, 1411, 1992]
table-row bbox=[774, 1030, 1221, 1075]
ayush-dateline: ಬೆಂಗಳೂರು: bbox=[38, 1985, 94, 2000]
table-cell: ಕೋಲಾರ ಜಿಲ್ಲೆ, ಮಾಲೂರು ಬಸವನತ್ತೂರು ಕೈಗಾರಿಕಾ ಪ್ರದೇಶ bbox=[926, 985, 1078, 1030]
brand-name: ಹೊಸ ದಿಗಂತ bbox=[1183, 56, 1352, 101]
projects-table bbox=[774, 742, 1221, 1254]
mps-body bbox=[927, 1439, 1132, 1848]
table-cell: ವಿಜಯಪುರ ಜಿಲ್ಲೆ, ಮುಳವಾಡ bbox=[926, 851, 1078, 895]
table-row bbox=[774, 806, 1221, 851]
table-cell: 135 bbox=[1078, 1030, 1150, 1075]
ayush-text: ಭಾರತೀಯ ವೈದ್ಯಕೀಯ ಪದ್ಧತಿಯ ರಾಷ್ಟ್ರೀಯ ಆಯೋಗ ಮತ್ತು ರಾಷ್ಟ್ರೀಯ ಆಯುಷ್ ಮಿಷನ್‌ನಲ್ಲಿ ಯೋಗ, ನ್ಯಾಚುರೋಪತಿಯನ್ನು ಸೇರಿಸುವಂತೆ ಪ್ರಕೃತಿ ಚಿಕಿತ್ಸಾ ಪಾಲುದಾರರು ಕೇಂದ್ರ ಸರ್ಕಾರವನ್ನು ಒತ್ತಾಯಿಸಿದ್ದಾರೆ. ಜಿಂದಾಲ್ ನೇಚರ್‌ಕ್ಯೂರ್ ಇನ್‌ಸ್ಟಿಟ್ಯೂಟ್‌ನಲ್ಲಿ ನಡೆದ ಸಮಾವೇಶದಲ್ಲಿ ಈ ಕುರಿತು ನಿರ್ಣಯ ಕೈಗೊಳ್ಳಲಾಯಿತು. ಯೋಗ ಮತ್ತು ಪ್ರಕೃತಿ ಚಿಕಿತ್ಸೆಯು ಆರೋಗ್ಯ ಕ್ಷೇತ್ರದಲ್ಲಿ ಮಹತ್ವದ ಪಾತ್ರ ವಹಿಸುತ್ತಿದ್ದು, ಇದಕ್ಕೆ ಪ್ರತ್ಯೇಕ ಮಾನ್ಯತೆ ಅಗತ್ಯವಾಗಿದೆ. 2014ರ ನಂತರ ದೇಶದ ವಿವಿಧ ರಾಜ್ಯಗಳಲ್ಲಿ ಆರೋಗ್ಯ ಸೇವೆಗಳಲ್ಲಿ ಯೋಗ ಪ್ರಕೃತಿ ಚಿಕಿತ್ಸೆ ಅಳವಡಿಕೆಯಾಗಿದೆ. ಯೋಗ-ಪ್ರಕೃತಿ ಚಿಕಿತ್ಸಾ ಕಾಲೇಜುಗಳ ಸಂಖ್ಯೆಯೂ ಹೆಚ್ಚುತ್ತಿದೆ. bbox=[38, 1985, 326, 2179]
table-cell: ಜೆನ್ಸಾಲ್ ಇವಿಎಸ್ ಅಜಿಮೋಟರ್ ಲಿಮಿಟೆಡ್ bbox=[774, 806, 927, 851]
table-cell: ಕೋಲಾರ ಜಿಲ್ಲೆ, ವೇಮಗಲ್ ಕೈಗಾರಿಕಾ ಪ್ರದೇಶ bbox=[926, 940, 1078, 985]
gold-body bbox=[348, 1465, 911, 1848]
table-cell: ಧಾರವಾಡ ಜಿಲ್ಲೆ, ಬೇಲೂರು ಕೈಗಾರಿಕಾ ಪ್ರದೇಶ bbox=[926, 895, 1078, 940]
masthead-day: ಮಂಗಳವಾರ bbox=[90, 64, 167, 86]
table-row bbox=[774, 940, 1221, 985]
honeytrap-body bbox=[38, 233, 448, 553]
table-row bbox=[774, 1209, 1221, 1254]
table-cell: ತುಮಕೂರು ಜಿಲ್ಲೆ, ವಸಂತನರಸಾಪುರ bbox=[926, 806, 1078, 851]
table-header-cell: ಹೂಡಿಕೆ (ಕೋಟಿ ರೂ.) bbox=[1078, 771, 1150, 806]
brief-divider bbox=[38, 1462, 332, 1463]
ayush-kicker: ಕೇಂದ್ರ ಸರ್ಕಾರಕ್ಕೆ ಪ್ರಕೃತಿ ಚಿಕಿತ್ಸಾ ಪಾಲುದಾರರ ಒತ್ತಾಯ bbox=[274, 1873, 736, 1904]
honeytrap-dateline: ಹುಬ್ಬಳ್ಳಿ: bbox=[38, 235, 80, 252]
congress-subhead: ಮತ್ತೆ ಅಧಿಕಾರಕ್ಕೆ ಬರಲು ಸಾಧ್ಯವಿಲ್ಲ: bbox=[1100, 369, 1274, 386]
table-header-cell: ಸಂಸ್ಥೆ ಹೆಸರು bbox=[774, 771, 927, 806]
table-cell: 126 bbox=[1150, 1030, 1221, 1075]
panchamasali-dateline: ಬೆಳಗಾವಿ: bbox=[38, 1214, 82, 1229]
registration-marks bbox=[1388, 2359, 1444, 2373]
table-cell: 2919 bbox=[1150, 1119, 1221, 1164]
rajnath-tag-line-2: ಸ್ವಾಗತ bbox=[524, 164, 563, 185]
vidhushekhara-text: ರಾಷ್ಟ್ರೋತ್ಥಾನ ಪರಿಷತ್‌ನ ಪ್ರಧಾನ ಕಾರ್ಯದರ್ಶಿ ನಾ. ದಿನೇಶ್ ಹೆಗ್ಡೆ ನೇತೃತ್ವದಲ್ಲಿ ರಾಷ್ಟ್ರೋತ್ಥಾನ ಪರಿವಾರದ ಪ್ರಮುಖರು ಶ್ರೀ ಶೃಂಗೇರಿ ಶಾರದಾ ಪೀಠದ ಉತ್ತರಾಧಿಕಾರಿ ಶ್ರೀ ವಿಧುಶೇಖರ ಭಾರತೀ ಸ್ವಾಮೀಜಿ ಅವರನ್ನು ಭೇಟಿಯಾದರು. ಏಪ್ರಿಲ್ 30ರಂದು ಉದ್ಘಾಟನೆಗೊಳ್ಳಲಿರುವ ರಾಷ್ಟ್ರೋತ್ಥಾನ ಆಸ್ಪತ್ರೆಯ ಕಾರ್ಯಕ್ರಮಕ್ಕೆ ಆಹ್ವಾನ ನೀಡಿದರು. ರಾಷ್ಟ್ರೋತ್ಥಾನ ಪರಿಷತ್ ನಡೆಸುತ್ತಿರುವ ಸೇವಾ ಚಟುವಟಿಕೆಗಳ ಬಗ್ಗೆ ಶ್ರೀಗಳಿಗೆ ಮಾಹಿತಿ ನೀಡಲಾಯಿತು. bbox=[1247, 830, 1522, 984]
vidhushekhara-body bbox=[1247, 828, 1522, 1097]
table-cell: ಕರ್ನಾಟಕ ಸೋಪ್ಸ್ ಅಂಡ್ ಡಿಟರ್ಜೆಂಟ್ಸ್ ಲಿಮಿಟೆಡ್ bbox=[774, 851, 927, 895]
registration-marks bbox=[550, 2359, 606, 2373]
table-cell: ಸೀಗ್ಸ್ ಇಂಡಸ್ಟ್ರೀಸ್ ಸ್ಯಾಟ್ ಪ್ರೈವೇಟ್ ಲಿಮಿಟೆಡ್ bbox=[774, 1119, 927, 1164]
column-divider bbox=[918, 1369, 919, 1855]
lead-kicker: 69 ಯೋಜನೆಗಳ 3,500.86 ಕೋಟಿ ಮೊತ್ತದ ಬಂಡವಾಳ ಹೂಡಿಕೆ bbox=[464, 577, 1115, 611]
table-cell: 49 bbox=[1078, 1209, 1150, 1254]
resolution-box bbox=[620, 1983, 972, 2354]
audio-body bbox=[1247, 1151, 1522, 1356]
bhadra-headline: ಭದ್ರಾ ಡ್ಯಾಂನಿಂದ ತುಂಗಭದ್ರಾ ಕಾಲುವೆಗೆ ಎರಡು ಟಿಎಂಸಿ ನೀರು bbox=[49, 684, 322, 736]
section-title: ಕರ್ನಾಟಕ bbox=[544, 59, 723, 125]
table-cell: 1,030 bbox=[1150, 940, 1221, 985]
kpcc-dateline: ಬೆಳಗಾವಿ: bbox=[38, 1534, 82, 1549]
column-divider bbox=[982, 1871, 983, 2357]
table-cell: ಎಸ್‌ಬಿಐ ಓಪನ್ ಪ್ರೈ.ಲಿಮಿಟೆಡ್ bbox=[774, 1164, 927, 1209]
registration-marks bbox=[147, 2359, 203, 2373]
projects-table-title: ಅನುಮೋದನೆ ನೀಡಿರುವ ಪ್ರಮುಖ ಪ್ರಸ್ತಾವನೆಗಳು bbox=[774, 742, 1221, 770]
mps-text: ಸಂಸತ್ತಿನಲ್ಲಿ ಜನಸಾಮಾನ್ಯರ ಪರ ಧ್ವನಿ ಎತ್ತುವುದು ನಮ್ಮ ಕರ್ತವ್ಯ ಎಂದು ಸಂಸದೆ ಡಾ. ಪ್ರಭಾ ಮಲ್ಲಿಕಾರ್ಜುನ್ ಹೇಳಿದರು. ನಗರದಲ್ಲಿ ಸೋಮವಾರ ಸುದ್ದಿಗೋಷ್ಠಿಯಲ್ಲಿ ಮಾತನಾಡಿದ ಅವರು, ಕೇಂದ್ರ ಸರ್ಕಾರ ರಾಜ್ಯಕ್ಕೆ ಅನುದಾನ ಹಂಚಿಕೆಯಲ್ಲಿ ತಾರತಮ್ಯ ಮಾಡುತ್ತಿದೆ. ತೆರಿಗೆ ಪಾಲಿನಲ್ಲಿ ನ್ಯಾಯಯುತ ಪಾಲು ಸಿಗುತ್ತಿಲ್ಲ. ಬೆಲೆ ಏರಿಕೆ, ನಿರುದ್ಯೋಗದಂತಹ ಸಮಸ್ಯೆಗಳ ಬಗ್ಗೆ ಕೇಂದ್ರ ಸರ್ಕಾರ ಗಮನ ಹರಿಸುತ್ತಿಲ್ಲ. ಜಿಲ್ಲೆಯ ಅಭಿವೃದ್ಧಿಗೆ ಅಗತ್ಯ ಯೋಜನೆಗಳನ್ನು ತರಲು ಪ್ರಯತ್ನಿಸುತ್ತಿದ್ದೇನೆ ಎಂದರು. ಕಾಂಗ್ರೆಸ್ ಜಿಲ್ಲಾಧ್ಯಕ್ಷ ಎಚ್.ಬಿ.ಮಂಜಪ್ಪ, ದೂಡಾ ಅಧ್ಯಕ್ಷ ದಿನೇಶ ಕೆ.ಶೆಟ್ಟಿ, ಪಾಲಿಕೆ ಸದಸ್ಯ ಎ.ನಾಗರಾಜ ಇದ್ದರು. bbox=[927, 1441, 1132, 1714]
honeytrap-headline-line-2: ನಾಯಕನ ಹೆಸರು ಬಹಿರಂಗ bbox=[38, 184, 327, 223]
